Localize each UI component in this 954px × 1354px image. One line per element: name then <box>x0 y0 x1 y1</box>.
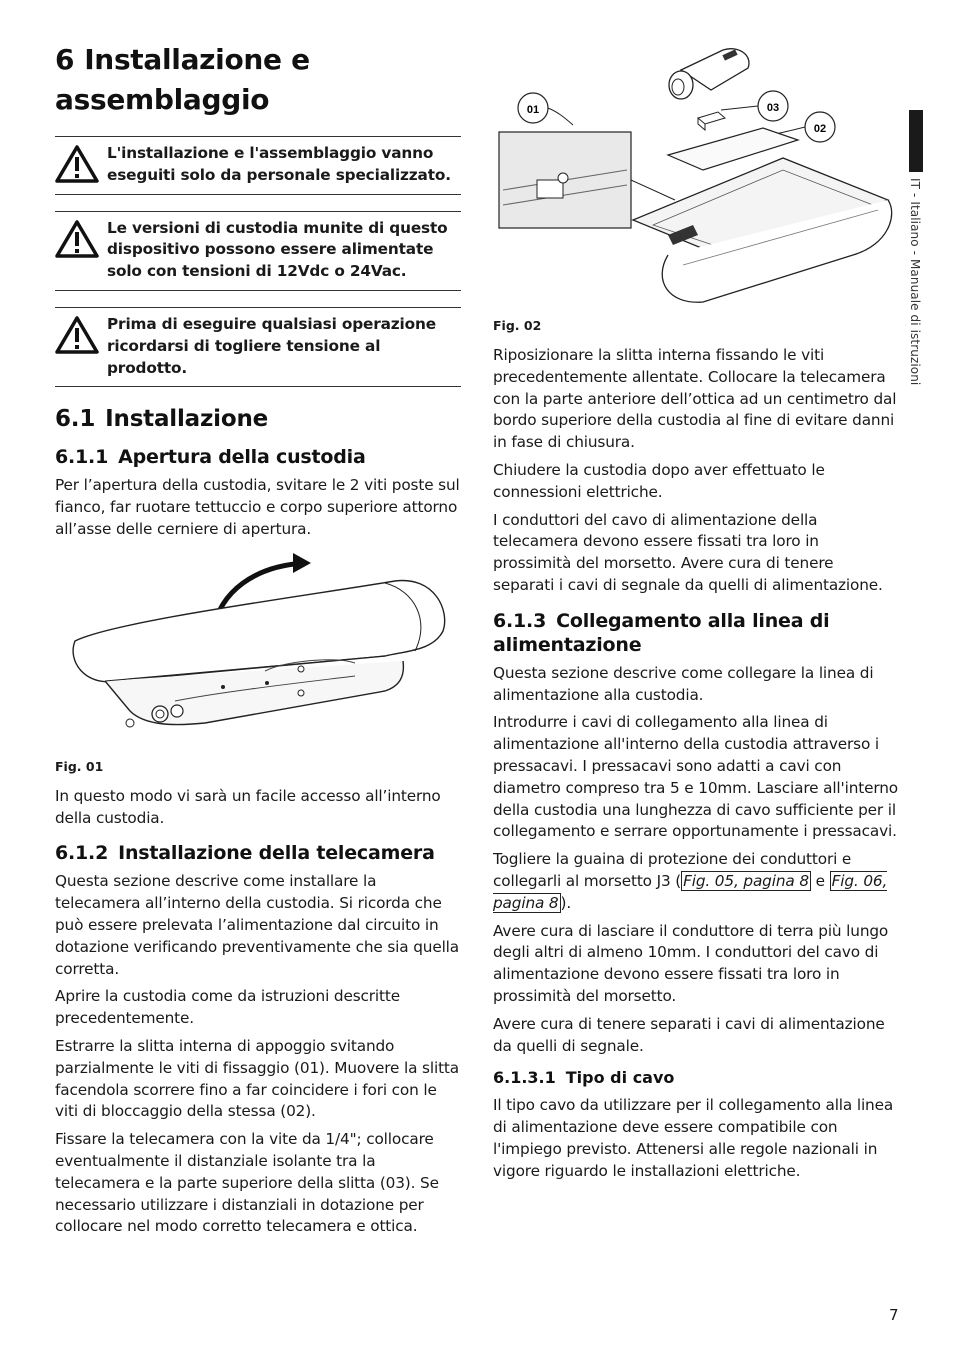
warning-box <box>55 136 461 195</box>
subsection-heading: 6.1.2 Installazione della telecamera <box>55 842 435 865</box>
paragraph: Per l’apertura della custodia, svitare le 2 viti poste sul fianco, far ruotare tettuccio e corpo superiore attorno all’asse delle cerniere di apertura. <box>55 476 460 538</box>
warning-box <box>55 211 461 291</box>
paragraph: Fissare la telecamera con la vite da 1/4"; collocare eventualmente il distanziale isolante tra la telecamera e la parte superiore della slitta (03). Se necessario utilizzare i distanziali in dotazione per collocare nel modo corretto telecamera e ottica. <box>55 1130 439 1236</box>
paragraph: Questa sezione descrive come installare la telecamera all’interno della custodia. Si ricorda che può essere prelevata l’alimentazione dal circuito in dotazione verificando preventivamente che sia quella corretta. <box>55 872 460 978</box>
cross-reference-link[interactable]: Fig. 05, pagina 8 <box>683 871 809 890</box>
cross-reference-link[interactable]: Fig. 06, pagina 8 <box>493 871 888 912</box>
paragraph: Avere cura di lasciare il conduttore di terra più lungo degli altri di almeno 10mm. I conduttori del cavo di alimentazione devono essere fissati tra loro in prossimità del morsetto. <box>493 921 889 1005</box>
figure-caption: Fig. 02 <box>493 318 542 333</box>
subsection-heading: 6.1.3 Collegamento alla linea di alimentazione <box>493 609 830 656</box>
paragraph: Aprire la custodia come da istruzioni descritte precedentemente. <box>55 987 400 1028</box>
page-number: 7 <box>889 1306 899 1324</box>
warning-text: L'installazione e l'assemblaggio vanno eseguiti solo da personale specializzato. <box>107 144 451 184</box>
section-heading: 6.1 Installazione <box>55 406 269 433</box>
paragraph: Estrarre la slitta interna di appoggio svitando parzialmente le viti di fissaggio (01). Muovere la slitta facendola scorrere fino a far coincidere i fori con le viti di bloccaggio della stessa (02). <box>55 1036 459 1121</box>
warning-triangle-icon <box>55 220 99 258</box>
warning-triangle-icon <box>55 145 99 183</box>
right-column <box>493 40 899 1183</box>
warning-box <box>55 307 461 387</box>
paragraph: In questo modo vi sarà un facile accesso all’interno della custodia. <box>55 786 441 827</box>
figure-caption: Fig. 01 <box>55 758 104 774</box>
warning-text: Prima di eseguire qualsiasi operazione ricordarsi di togliere tensione al prodotto. <box>107 314 436 377</box>
paragraph: Togliere la guaina di protezione dei conduttori e collegarli al morsetto J3 ( Fig. 05, pagina 8 e Fig. 06, pagina 8 ). <box>493 850 888 912</box>
subsection-heading: 6.1.1 Apertura della custodia <box>55 446 366 469</box>
paragraph: I conduttori del cavo di alimentazione della telecamera devono essere fissati tra loro in prossimità del morsetto. Avere cura di tenere separati i cavi di segnale da quelli di alimentazione. <box>493 510 883 594</box>
warning-text: Le versioni di custodia munite di questo dispositivo possono essere alimentate solo con tensioni di 12Vdc o 24Vac. <box>107 218 448 281</box>
paragraph: Questa sezione descrive come collegare la linea di alimentazione alla custodia. <box>493 663 874 704</box>
left-column <box>55 40 461 1238</box>
sidebar-marker <box>909 110 923 172</box>
callout-03: 03 <box>766 102 780 114</box>
paragraph: Riposizionare la slitta interna fissando le viti precedentemente allentate. Collocare la telecamera con la parte anteriore dell’ottica ad un centimetro dal bordo superiore della custodia al fine di evitare danni in fase di chiusura. <box>493 346 897 452</box>
subsubsection-heading: 6.1.3.1 Tipo di cavo <box>493 1068 675 1088</box>
housing-open-illustration <box>55 551 461 751</box>
paragraph: Il tipo cavo da utilizzare per il collegamento alla linea di alimentazione deve essere compatibile con l'impiego previsto. Attenersi alle regole nazionali in vigore riguardo le installazioni elettriche. <box>493 1096 894 1180</box>
chapter-heading: 6 Installazione e assemblaggio <box>55 43 310 116</box>
callout-02: 02 <box>813 123 827 135</box>
camera-installation-illustration <box>493 40 899 308</box>
warning-triangle-icon <box>55 316 99 354</box>
callout-01: 01 <box>526 104 540 116</box>
paragraph: Chiudere la custodia dopo aver effettuato le connessioni elettriche. <box>493 460 825 501</box>
sidebar-label: IT - Italiano - Manuale di istruzioni <box>908 178 922 386</box>
paragraph: Introdurre i cavi di collegamento alla linea di alimentazione all'interno della custodia attraverso i pressacavi. I pressacavi sono adatti a cavi con diametro compreso tra 5 e 10mm. Lasciare all'interno della custodia una lunghezza di cavo sufficiente per il collegamento e serrare opportunamente i pressacavi. <box>493 713 898 841</box>
paragraph: Avere cura di tenere separati i cavi di alimentazione da quelli di segnale. <box>493 1014 885 1055</box>
